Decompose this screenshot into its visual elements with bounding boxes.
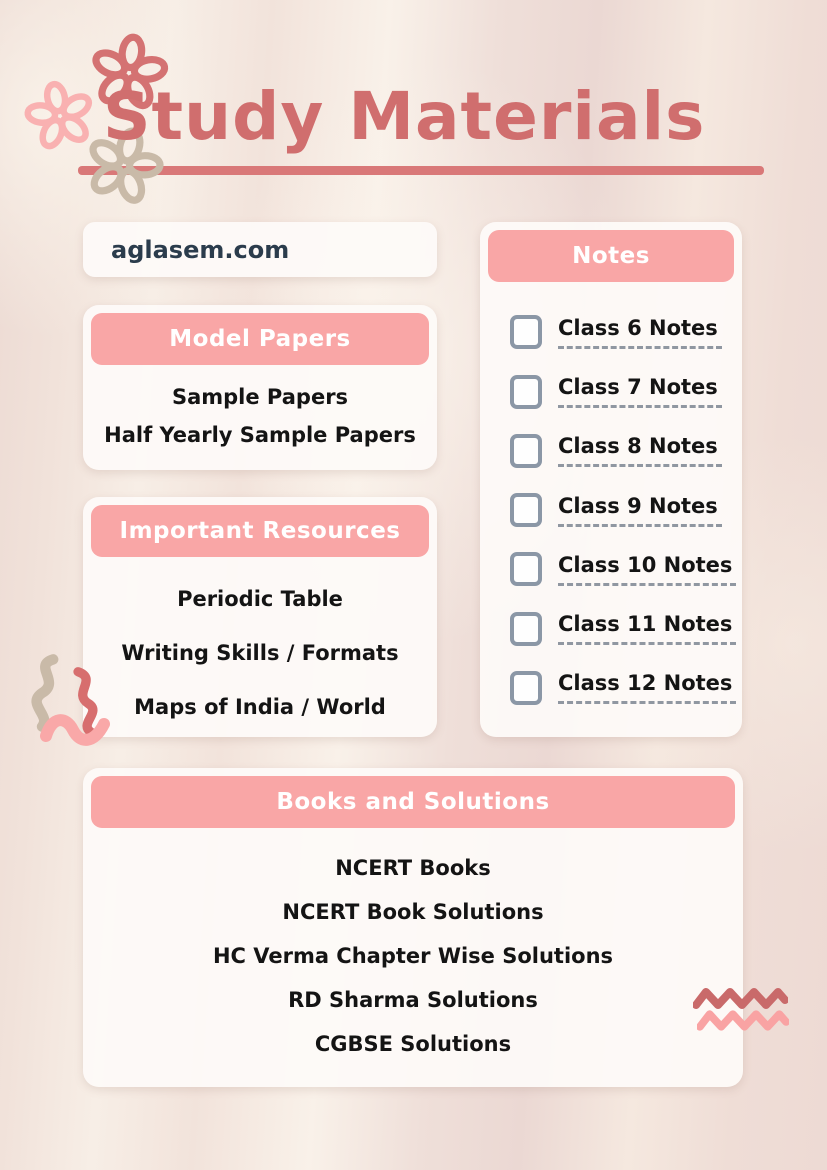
list-item: Half Yearly Sample Papers [104, 423, 416, 447]
note-link[interactable]: Class 6 Notes [558, 316, 722, 349]
note-row [510, 493, 742, 527]
checkbox[interactable] [510, 434, 542, 468]
list-item: Periodic Table [177, 587, 343, 611]
note-row [510, 434, 742, 468]
site-card [83, 222, 437, 277]
note-row [510, 612, 742, 646]
important-resources-header: Important Resources [91, 505, 429, 557]
notes-card [480, 222, 742, 737]
checkbox[interactable] [510, 552, 542, 586]
checkbox[interactable] [510, 493, 542, 527]
list-item: Sample Papers [171, 385, 349, 409]
notes-header: Notes [488, 230, 734, 282]
note-row [510, 552, 742, 586]
checkbox[interactable] [510, 671, 542, 705]
site-label: aglasem.com [111, 235, 290, 264]
list-item: HC Verma Chapter Wise Solutions [212, 944, 614, 968]
note-link[interactable]: Class 9 Notes [558, 494, 722, 527]
list-item: Writing Skills / Formats [121, 641, 399, 665]
books-and-solutions-card [83, 768, 743, 1087]
books-and-solutions-header: Books and Solutions [91, 776, 735, 828]
zigzag-icon [697, 1007, 789, 1033]
list-item: CGBSE Solutions [314, 1032, 512, 1056]
note-link[interactable]: Class 10 Notes [558, 553, 736, 586]
list-item: Maps of India / World [134, 695, 386, 719]
note-link[interactable]: Class 8 Notes [558, 434, 722, 467]
checkbox[interactable] [510, 375, 542, 409]
note-link[interactable]: Class 7 Notes [558, 375, 722, 408]
page-title: Study Materials [103, 78, 706, 155]
checkbox[interactable] [510, 315, 542, 349]
note-link[interactable]: Class 11 Notes [558, 612, 736, 645]
important-resources-card [83, 497, 437, 737]
note-row [510, 671, 742, 705]
checkbox[interactable] [510, 612, 542, 646]
wave-icon [40, 710, 112, 748]
note-row [510, 315, 742, 349]
note-row [510, 375, 742, 409]
list-item: NCERT Book Solutions [282, 900, 544, 924]
model-papers-header: Model Papers [91, 313, 429, 365]
title-underline [78, 166, 764, 175]
note-link[interactable]: Class 12 Notes [558, 671, 736, 704]
list-item: RD Sharma Solutions [288, 988, 538, 1012]
model-papers-card [83, 305, 437, 470]
list-item: NCERT Books [335, 856, 491, 880]
